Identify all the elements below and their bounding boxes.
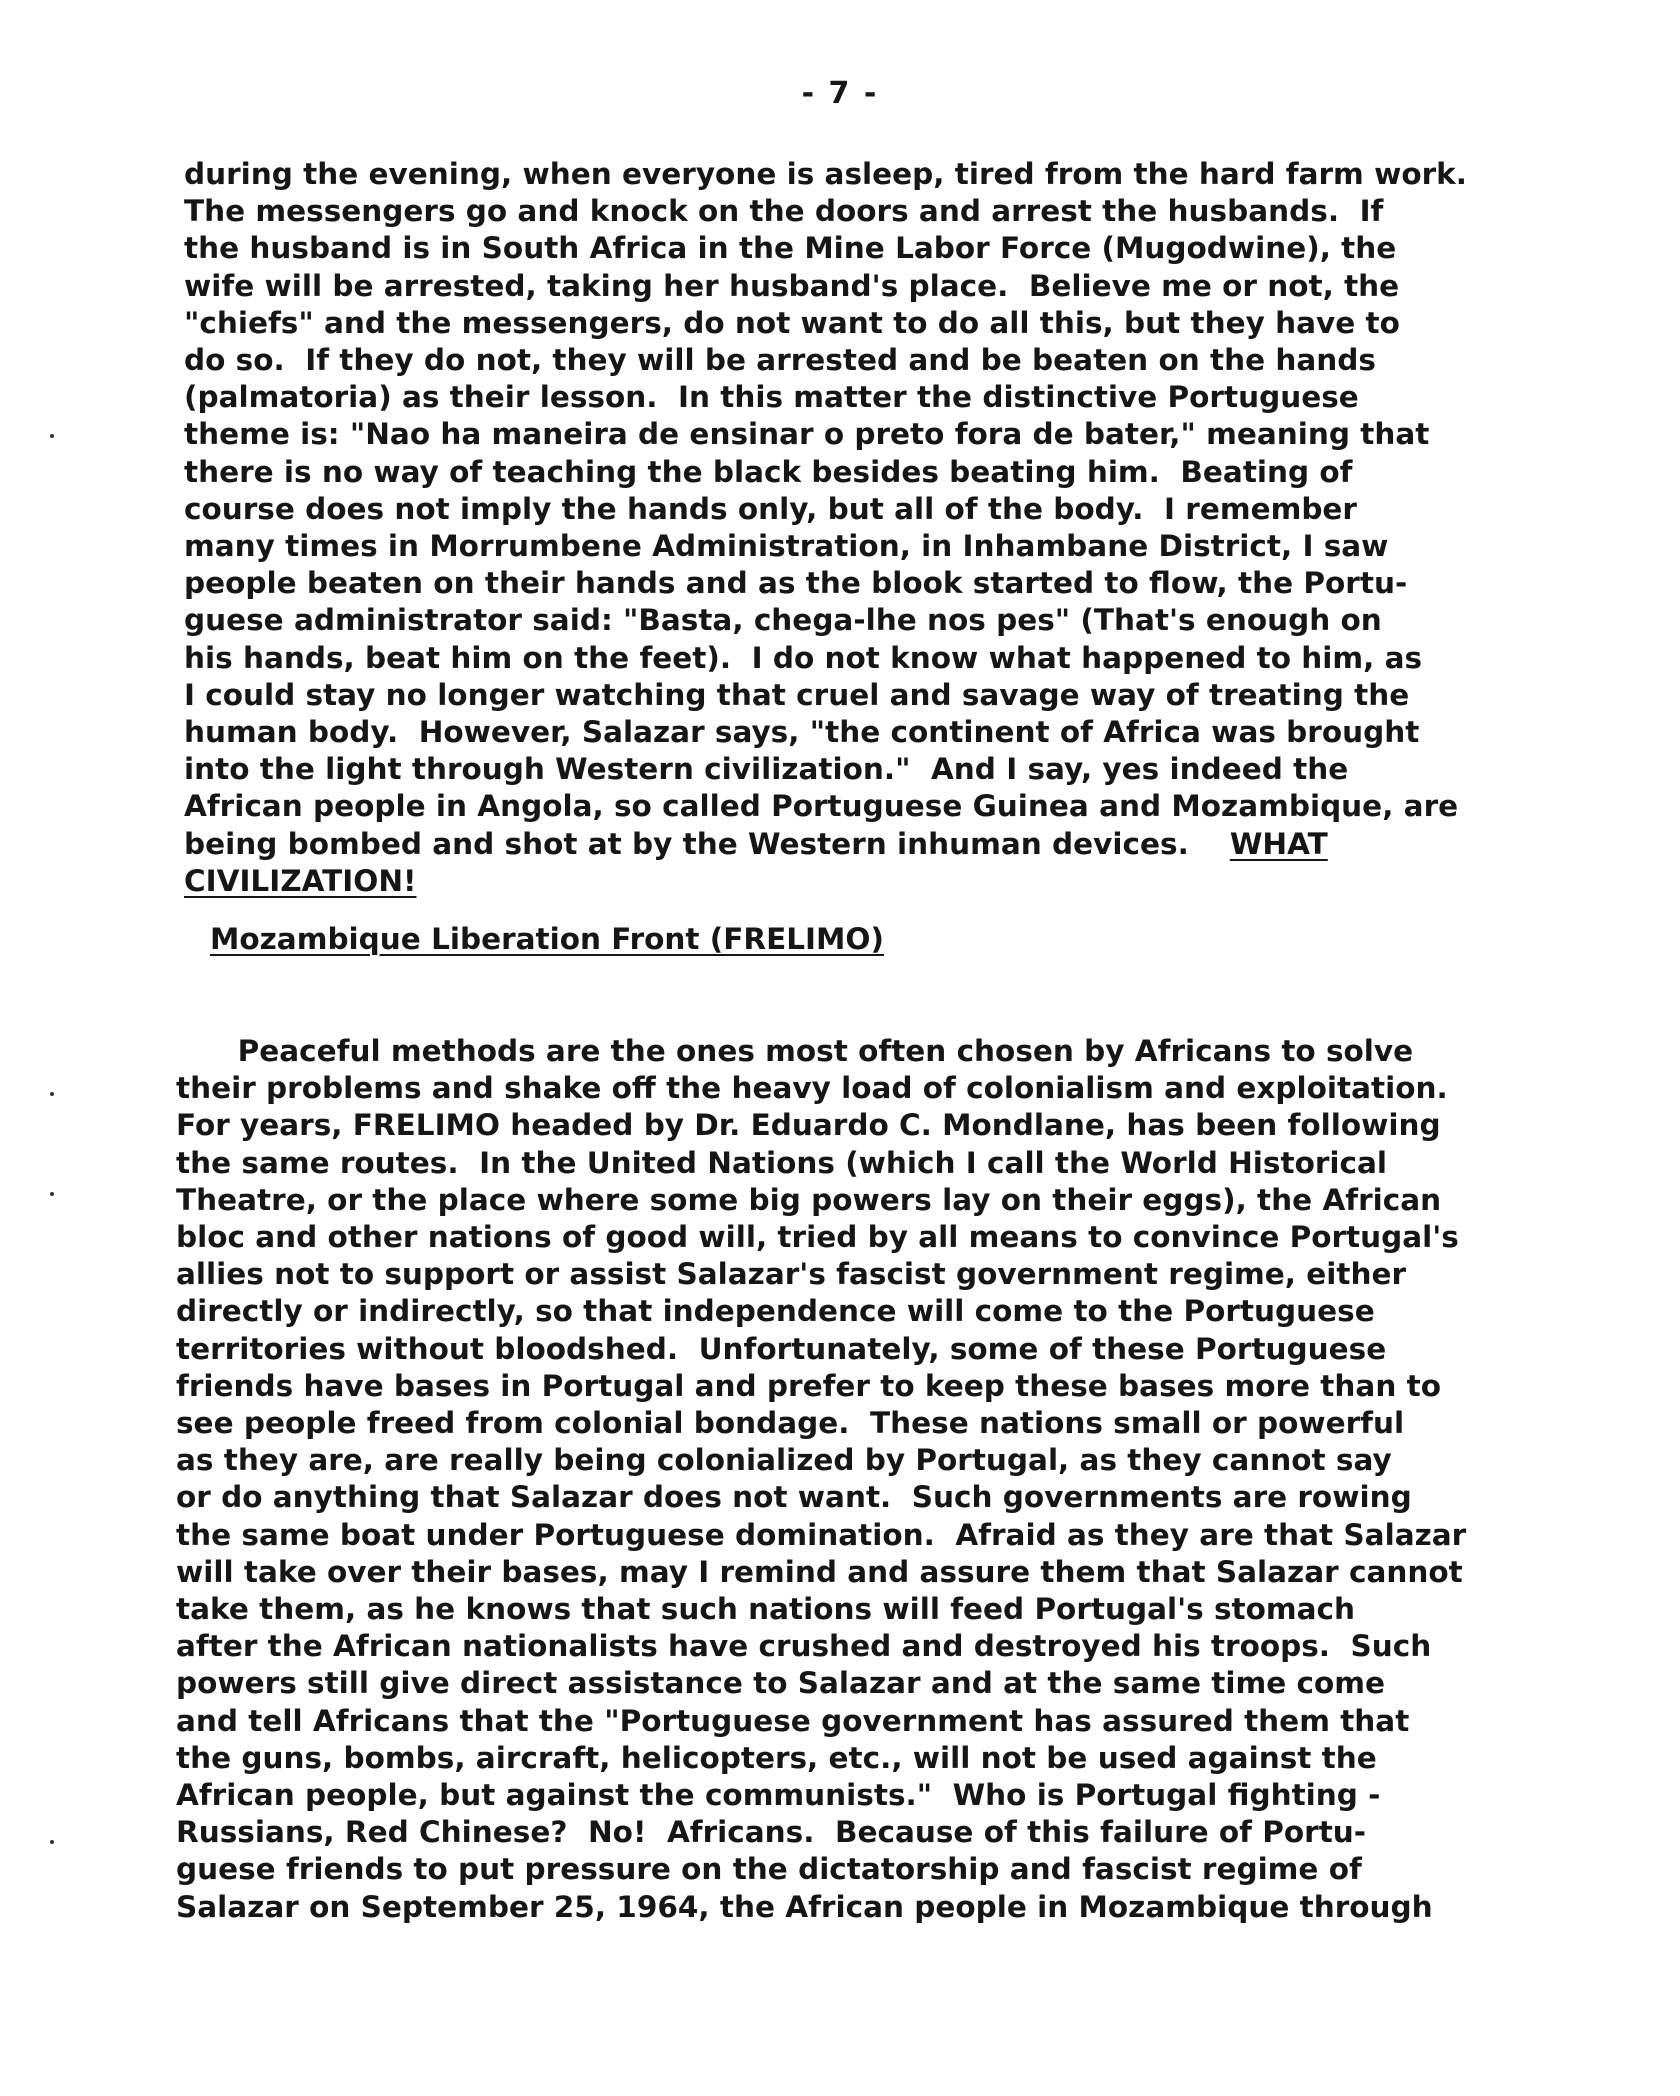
text-line — [184, 863, 1484, 900]
text-line: see people freed from colonial bondage. These nations small or powerful — [176, 1406, 1405, 1441]
text-line: theme is: "Nao ha maneira de ensinar o preto fora de bater," meaning that — [184, 417, 1430, 452]
text-line: guese administrator said: "Basta, chega-lhe nos pes" (That's enough on — [184, 603, 1382, 638]
margin-mark — [50, 1840, 54, 1844]
text-line: or do anything that Salazar does not want. Such governments are rowing — [176, 1480, 1412, 1515]
text-line: their problems and shake off the heavy load of colonialism and exploitation. — [176, 1071, 1448, 1106]
text-line — [184, 826, 1484, 863]
text-line: guese friends to put pressure on the dictatorship and fascist regime of — [176, 1852, 1362, 1887]
paragraph-2 — [176, 1033, 1476, 1926]
text-line: (palmatoria) as their lesson. In this matter the distinctive Portuguese — [184, 380, 1359, 415]
text-line: territories without bloodshed. Unfortunately, some of these Portuguese — [176, 1331, 1387, 1366]
text-line: will take over their bases, may I remind and assure them that Salazar cannot — [176, 1554, 1463, 1589]
text-line: as they are, are really being colonialized by Portugal, as they cannot say — [176, 1443, 1392, 1478]
text-line: African people in Angola, so called Portuguese Guinea and Mozambique, are — [184, 789, 1459, 824]
text-line: there is no way of teaching the black besides beating him. Beating of — [184, 454, 1353, 489]
text-line: course does not imply the hands only, but all of the body. I remember — [184, 491, 1357, 526]
text-line: do so. If they do not, they will be arrested and be beaten on the hands — [184, 343, 1376, 378]
margin-mark — [50, 434, 54, 438]
text-line: many times in Morrumbene Administration, in Inhambane District, I saw — [184, 529, 1389, 564]
text-line: during the evening, when everyone is asleep, tired from the hard farm work. — [184, 157, 1467, 191]
text-line: directly or indirectly, so that independence will come to the Portuguese — [176, 1294, 1375, 1329]
text-line: allies not to support or assist Salazar's fascist government regime, either — [176, 1257, 1407, 1292]
text-line: his hands, beat him on the feet). I do not know what happened to him, as — [184, 640, 1423, 675]
margin-mark — [50, 1192, 54, 1196]
text-line: bloc and other nations of good will, tried by all means to convince Portugal's — [176, 1220, 1459, 1255]
section-heading: Mozambique Liberation Front (FRELIMO) — [210, 922, 884, 956]
text-line: "chiefs" and the messengers, do not want to do all this, but they have to — [184, 305, 1400, 340]
page-number: - 7 - — [801, 76, 879, 111]
text-line: The messengers go and knock on the doors and arrest the husbands. If — [184, 194, 1384, 229]
text-line: friends have bases in Portugal and prefer to keep these bases more than to — [176, 1368, 1441, 1403]
text-line: Peaceful methods are the ones most often chosen by Africans to solve — [176, 1034, 1414, 1068]
text-line: the same boat under Portuguese domination. Afraid as they are that Salazar — [176, 1517, 1467, 1552]
text-line: the guns, bombs, aircraft, helicopters, etc., will not be used against the — [176, 1740, 1377, 1775]
emphasis-text: CIVILIZATION! — [184, 863, 417, 898]
paragraph-1 — [184, 156, 1484, 900]
text-line: people beaten on their hands and as the blook started to flow, the Portu- — [184, 566, 1408, 601]
text-line: Theatre, or the place where some big powers lay on their eggs), the African — [176, 1182, 1442, 1217]
text-line: wife will be arrested, taking her husband's place. Believe me or not, the — [184, 268, 1400, 303]
text-line: human body. However, Salazar says, "the continent of Africa was brought — [184, 715, 1420, 750]
text-span: being bombed and shot at by the Western inhuman devices. — [184, 826, 1230, 861]
text-line: into the light through Western civilization." And I say, yes indeed the — [184, 752, 1349, 787]
text-line: the same routes. In the United Nations (which I call the World Historical — [176, 1145, 1388, 1180]
text-line: the husband is in South Africa in the Mine Labor Force (Mugodwine), the — [184, 231, 1397, 266]
text-line: after the African nationalists have crushed and destroyed his troops. Such — [176, 1629, 1432, 1664]
text-line: and tell Africans that the "Portuguese government has assured them that — [176, 1703, 1410, 1738]
text-line: powers still give direct assistance to Salazar and at the same time come — [176, 1666, 1386, 1701]
text-line: I could stay no longer watching that cruel and savage way of treating the — [184, 677, 1410, 712]
emphasis-text: WHAT — [1229, 826, 1328, 861]
text-line: For years, FRELIMO headed by Dr. Eduardo C. Mondlane, has been following — [176, 1108, 1441, 1143]
text-line: take them, as he knows that such nations will feed Portugal's stomach — [176, 1592, 1356, 1627]
text-line: Russians, Red Chinese? No! Africans. Because of this failure of Portu- — [176, 1815, 1367, 1850]
text-line: Salazar on September 25, 1964, the African people in Mozambique through — [176, 1889, 1433, 1924]
margin-mark — [50, 1092, 54, 1096]
text-line: African people, but against the communists." Who is Portugal fighting - — [176, 1778, 1381, 1813]
